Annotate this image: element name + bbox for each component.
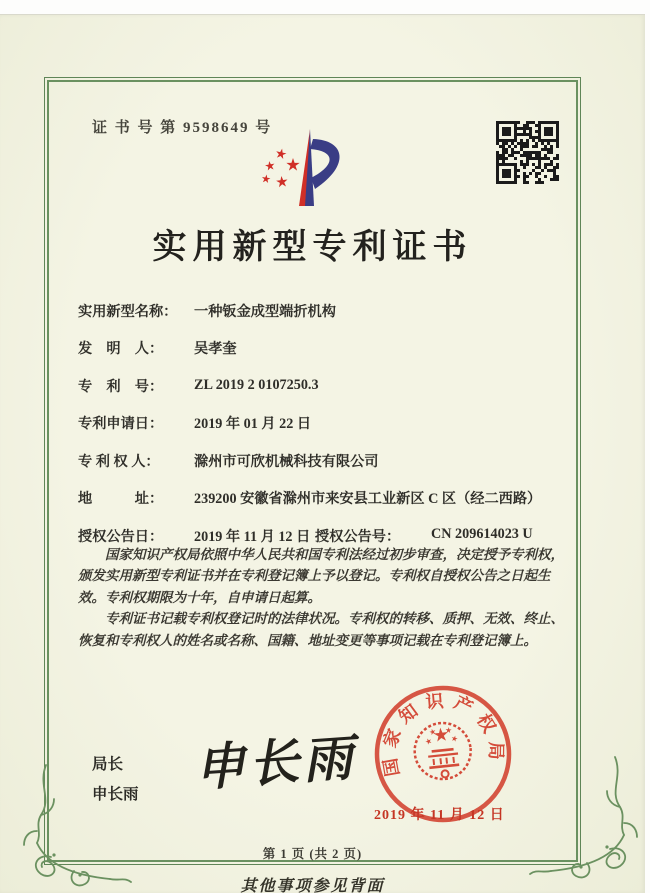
field-value: 2019 年 11 月 12 日 bbox=[194, 528, 311, 545]
seal-date: 2019 年 11 月 12 日 bbox=[374, 808, 505, 823]
certificate-number: 证 书 号 第 9598649 号 bbox=[92, 120, 273, 136]
field-row-patentee bbox=[78, 442, 578, 480]
field-label: 授权公告日： bbox=[78, 528, 164, 545]
certificate-paper bbox=[0, 14, 645, 893]
director-title: 局长 bbox=[92, 756, 124, 773]
grant-number-field bbox=[315, 526, 533, 546]
corner-ornament-right-icon bbox=[528, 755, 643, 890]
field-label: 授权公告号： bbox=[315, 528, 401, 545]
director-signature: 申长雨 bbox=[193, 729, 359, 797]
field-row-inventor bbox=[78, 330, 578, 368]
field-row-address bbox=[78, 480, 578, 518]
legal-text bbox=[78, 544, 575, 651]
back-note: 其他事项参见背面 bbox=[240, 878, 385, 893]
grant-date-field bbox=[78, 526, 315, 546]
corner-ornament-left-icon bbox=[18, 763, 133, 893]
field-row-filing-date bbox=[78, 405, 578, 443]
qr-code bbox=[496, 121, 560, 185]
field-value: CN 209614023 U bbox=[431, 525, 533, 542]
cnipa-logo-icon bbox=[248, 109, 363, 217]
field-label: 地 址： bbox=[78, 491, 164, 508]
field-value: ZL 2019 2 0107250.3 bbox=[194, 377, 319, 394]
director-name: 申长雨 bbox=[92, 786, 139, 803]
field-label: 专利申请日： bbox=[78, 416, 164, 433]
field-label: 实用新型名称： bbox=[78, 303, 178, 320]
field-row-patent-number bbox=[78, 367, 578, 405]
page-number: 第 1 页 (共 2 页) bbox=[262, 847, 363, 861]
field-label: 专 利 权 人： bbox=[78, 453, 160, 470]
field-value: 滁州市可欣机械科技有限公司 bbox=[194, 453, 379, 470]
field-value: 吴孝奎 bbox=[194, 341, 237, 358]
field-value: 2019 年 01 月 22 日 bbox=[194, 416, 312, 433]
field-label: 专 利 号： bbox=[78, 378, 164, 395]
field-label: 发 明 人： bbox=[78, 341, 164, 358]
national-emblem-icon bbox=[412, 720, 474, 782]
legal-paragraph-1: 国家知识产权局依照中华人民共和国专利法经过初步审查，决定授予专利权，颁发实用新型专利证书并在专利登记簿上予以登记。专利权自授权公告之日起生效。专利权期限为十年，自申请日起算。 bbox=[78, 547, 564, 605]
field-value: 239200 安徽省滁州市来安县工业新区 C 区（经二西路） bbox=[194, 491, 542, 508]
legal-paragraph-2: 专利证书记载专利权登记时的法律状况。专利权的转移、质押、无效、终止、恢复和专利权人的姓名或名称、国籍、地址变更等事项记载在专利登记簿上。 bbox=[78, 611, 564, 648]
fields-section bbox=[78, 292, 578, 555]
seal-ring-text: 国家知识产权局 bbox=[378, 690, 507, 778]
certificate-title: 实用新型专利证书 bbox=[152, 229, 473, 266]
field-row-utility-model-name bbox=[78, 292, 578, 330]
field-value: 一种钣金成型端折机构 bbox=[194, 303, 336, 320]
